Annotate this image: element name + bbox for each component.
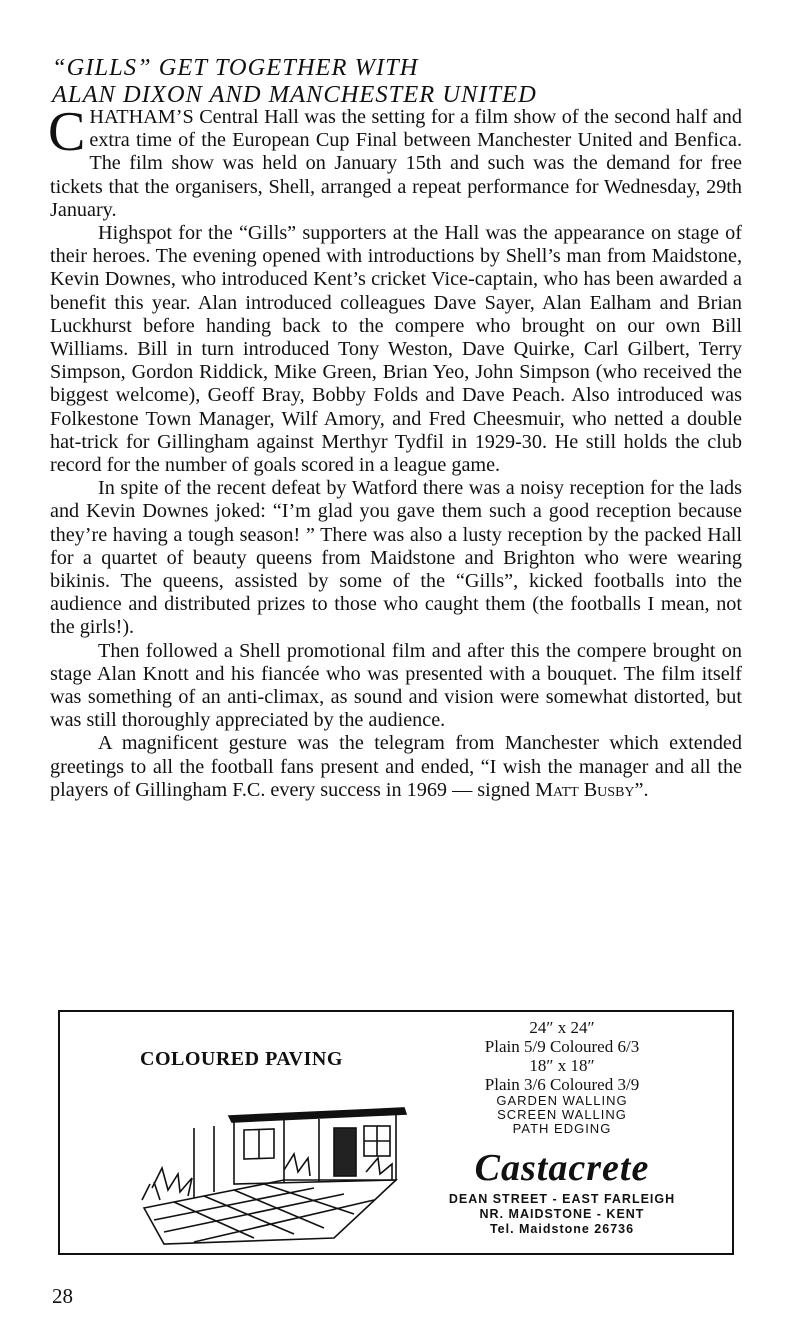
price-24: Plain 5/9 Coloured 6/3 [484,1037,640,1056]
address-line-2: NR. MAIDSTONE - KENT [479,1207,645,1221]
page-number: 28 [52,1284,73,1308]
size-18-label: 18″ x 18″ [529,1056,595,1075]
paragraph-1-text: HATHAM’S Central Hall was the setting for a film show of the second half and extra time of the European Cup Final between Manchester United and Benfica. The film show was held on January 15th and such was the demand for free tickets that the organisers, Shell, arranged a repeat performance for Wednesday, 29th January. [50,106,742,221]
drop-cap: C [48,101,86,163]
paragraph-2: Highspot for the “Gills” supporters at the Hall was the appearance on stage of their heroes. The evening opened with introductions by Shell’s man from Maidstone, Kevin Downes, who introduced Kent’s cricket Vice-captain, who has been awarded a benefit this year. Alan introduced colleagues Dave Sayer, Alan Ealham and Brian Luckhurst before handing back to the compere who brought on our own Bill Williams. Bill in turn introduced Tony Weston, Dave Quirke, Carl Gilbert, Terry Simpson, Gordon Riddick, Mike Green, Brian Yeo, John Simpson (who received the biggest welcome), Geoff Bray, Bobby Folds and Dave Peach. Also introduced was Folkestone Town Manager, Wilf Amory, and Fred Cheesmuir, who netted a double hat-trick for Gillingham against Merthyr Tydfil in 1929-30. He still holds the club record for the number of goals scored in a league game. [50,222,742,477]
paragraph-4: Then followed a Shell promotional film and after this the compere brought on stage Alan Knott and his fiancée who was presented with a bouquet. The film itself was something of an anti-climax, as sound and vision were somewhat distorted, but was still thoroughly appreciated by the audience. [50,639,742,732]
headline-line-2: ALAN DIXON AND MANCHESTER UNITED [52,81,537,108]
signature: Matt Busby [535,778,635,801]
advert-details [424,1018,700,1237]
phone-number: Tel. Maidstone 26736 [489,1222,635,1236]
article-body [48,101,742,802]
paragraph-3: In spite of the recent defeat by Watford there was a noisy reception for the lads and Kevin Downes joked: “I’m glad you gave them such a good reception because they’re having a tough season! ” There was also a lusty reception by the packed Hall for a quartet of beauty queens from Maidstone and Brighton who were wearing bikinis. The queens, assisted by some of the “Gills”, kicked footballs into the audience and distributed prizes to those who caught them (the footballs I mean, not the girls!). [50,477,742,639]
address-line-1: DEAN STREET - EAST FARLEIGH [448,1192,676,1206]
price-18: Plain 3/6 Coloured 3/9 [484,1075,640,1094]
size-24-label: 24″ x 24″ [529,1018,595,1037]
product-path-edging: PATH EDGING [512,1121,612,1136]
paragraph-5 [50,732,742,802]
paragraph-5-text: A magnificent gesture was the telegram from Manchester which extended greetings to all the football fans present and ended, “I wish the manager and all the players of Gillingham F.C. every success in 1969 — signed [50,732,742,801]
product-garden-walling: GARDEN WALLING [496,1093,628,1108]
product-screen-walling: SCREEN WALLING [497,1107,627,1122]
house-patio-svg [134,1088,414,1248]
headline-line-1: “GILLS” GET TOGETHER WITH [52,54,419,81]
advert-heading: COLOURED PAVING [140,1048,343,1070]
article-headline [52,54,752,108]
paragraph-5-end: ”. [634,778,649,801]
house-patio-illustration-icon [134,1088,414,1253]
brand-logo: Castacrete [474,1147,650,1189]
castacrete-advert [58,1010,734,1255]
paragraph-1 [48,101,742,222]
